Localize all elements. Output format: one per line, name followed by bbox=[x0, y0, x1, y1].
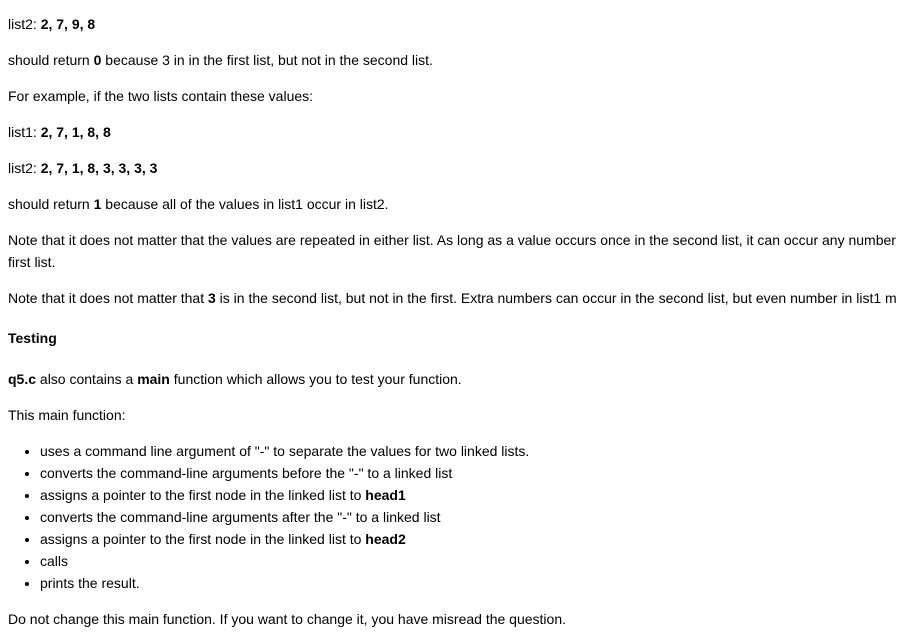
list1-values: 2, 7, 1, 8, 8 bbox=[40, 124, 111, 140]
return-zero-sentence bbox=[8, 49, 433, 71]
main-word: main bbox=[137, 371, 170, 387]
head2-name: head2 bbox=[365, 531, 406, 547]
list-item bbox=[40, 484, 529, 506]
list-item: • converts the command-line arguments after the "-" to a linked list bbox=[40, 506, 529, 528]
list2-label: list2: bbox=[8, 16, 41, 32]
bullet-pre: assigns a pointer to the first node in the linked list to bbox=[40, 487, 366, 503]
head1-name: head1 bbox=[365, 487, 406, 503]
example-intro: For example, if the two lists contain these values: bbox=[8, 88, 314, 104]
note-line-1: Note that it does not matter that the values are repeated in either list. As long as a value occurs once in the second list, it can occur any number bbox=[8, 232, 896, 248]
testing-heading: Testing bbox=[8, 330, 57, 346]
list-item: • converts the command-line arguments before the "-" to a linked list bbox=[40, 462, 529, 484]
return-post: because all of the values in list1 occur in list2. bbox=[101, 196, 389, 212]
note-pre: Note that it does not matter that bbox=[8, 290, 208, 306]
note-post: is in the second list, but not in the first. Extra numbers can occur in the second list, but even number in list1 m bbox=[215, 290, 897, 306]
list2-example-a bbox=[8, 13, 95, 35]
list1-label: list1: bbox=[8, 124, 41, 140]
list2-label: list2: bbox=[8, 160, 41, 176]
note-repeated-values bbox=[8, 229, 915, 273]
list-item: • prints the result. bbox=[40, 572, 529, 594]
closing-instruction: Do not change this main function. If you want to change it, you have misread the question. bbox=[8, 611, 567, 627]
main-function-sentence bbox=[8, 368, 462, 390]
main-post: function which allows you to test your function. bbox=[169, 371, 462, 387]
file-name: q5.c bbox=[8, 371, 37, 387]
return-value: 1 bbox=[93, 196, 102, 212]
list1-example-b bbox=[8, 121, 111, 143]
list2-example-b bbox=[8, 157, 157, 179]
note-extra-line bbox=[8, 287, 915, 309]
return-pre: should return bbox=[8, 196, 94, 212]
list2-values: 2, 7, 1, 8, 3, 3, 3, 3 bbox=[40, 160, 158, 176]
bullet-pre: assigns a pointer to the first node in the linked list to bbox=[40, 531, 366, 547]
main-function-steps bbox=[0, 440, 529, 594]
return-pre: should return bbox=[8, 52, 94, 68]
note-value: 3 bbox=[208, 290, 216, 306]
return-value: 0 bbox=[93, 52, 102, 68]
note-extra-numbers bbox=[8, 287, 915, 309]
list-item: • uses a command line argument of "-" to separate the values for two linked lists. bbox=[40, 440, 529, 462]
list2-values: 2, 7, 9, 8 bbox=[40, 16, 96, 32]
main-function-intro: This main function: bbox=[8, 407, 126, 423]
main-mid: also contains a bbox=[36, 371, 138, 387]
list-item: • calls bbox=[40, 550, 529, 572]
list-item bbox=[40, 528, 529, 550]
return-one-sentence bbox=[8, 193, 389, 215]
return-post: because 3 in in the first list, but not in the second list. bbox=[101, 52, 433, 68]
note-line-2: first list. bbox=[8, 254, 56, 270]
